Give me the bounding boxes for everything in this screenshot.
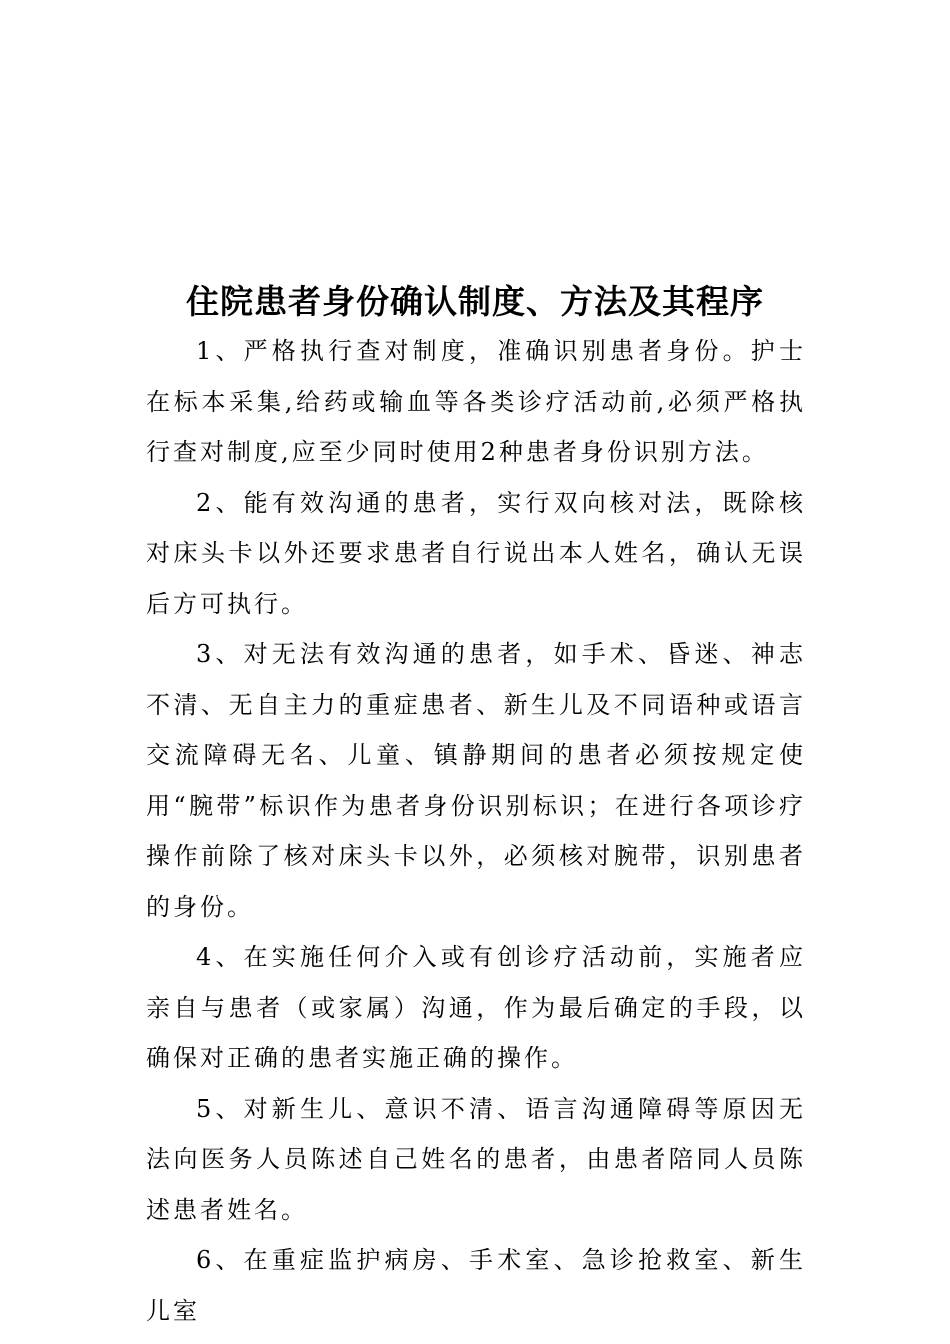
document-title: 住院患者身份确认制度、方法及其程序 — [186, 282, 764, 321]
paragraph-4: 4、在实施任何介入或有创诊疗活动前，实施者应亲自与患者（或家属）沟通，作为最后确定的手段，以确保对正确的患者实施正确的操作。 — [146, 943, 806, 1072]
paragraph-2: 2、能有效沟通的患者，实行双向核对法，既除核对床头卡以外还要求患者自行说出本人姓名，确认无误后方可执行。 — [146, 488, 806, 618]
paragraph-3: 3、对无法有效沟通的患者，如手术、昏迷、神志不清、无自主力的重症患者、新生儿及不同语种或语言交流障碍无名、儿童、镇静期间的患者必须按规定使用“腕带”标识作为患者身份识别标识；在进行各项诊疗操作前除了核对床头卡以外，必须核对腕带，识别患者的身份。 — [146, 640, 806, 921]
paragraph-6: 6、在重症监护病房、手术室、急诊抢救室、新生儿室 — [146, 1246, 806, 1325]
paragraph-5: 5、对新生儿、意识不清、语言沟通障碍等原因无法向医务人员陈述自己姓名的患者，由患者陪同人员陈述患者姓名。 — [146, 1094, 806, 1224]
document-body — [146, 326, 806, 1336]
paragraph-1: 1、严格执行查对制度，准确识别患者身份。护士在标本采集,给药或输血等各类诊疗活动前,必须严格执行查对制度,应至少同时使用2种患者身份识别方法。 — [146, 337, 806, 466]
